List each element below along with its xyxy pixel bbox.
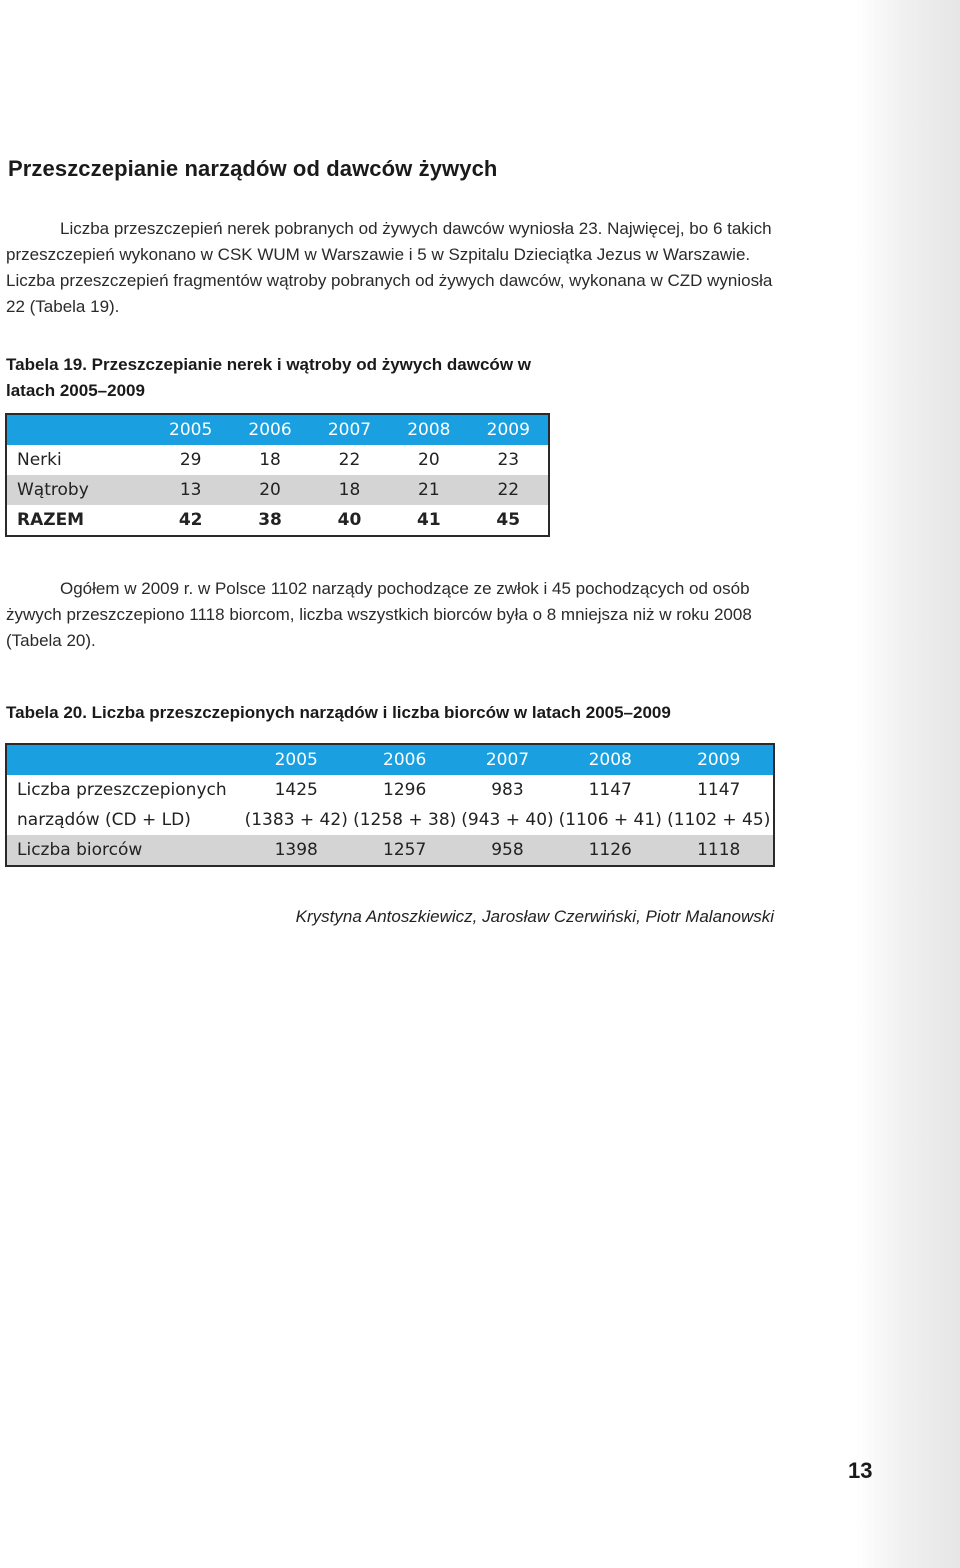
table-cell: 1147 bbox=[697, 780, 741, 800]
header-empty bbox=[6, 414, 151, 445]
table-cell: 1398 bbox=[274, 840, 318, 860]
table-cell: (1383 + 42) bbox=[244, 810, 348, 830]
table-cell: 18 bbox=[259, 450, 281, 470]
year-header: 2006 bbox=[248, 420, 292, 440]
table-cell: 29 bbox=[179, 450, 202, 470]
table19-caption: Tabela 19. Przeszczepianie nerek i wątroby od żywych dawców w latach 2005–2009 bbox=[6, 355, 531, 400]
table-header-row bbox=[6, 414, 549, 445]
page-number: 13 bbox=[848, 1458, 873, 1483]
table-row bbox=[6, 475, 549, 505]
year-header: 2007 bbox=[485, 750, 530, 770]
table-cell: 42 bbox=[178, 510, 203, 530]
authors: Krystyna Antoszkiewicz, Jarosław Czerwiński, Piotr Malanowski bbox=[295, 907, 774, 926]
table-cell: 1126 bbox=[588, 840, 632, 860]
year-header: 2009 bbox=[486, 420, 530, 440]
table-cell: 1147 bbox=[588, 780, 632, 800]
table-header-row bbox=[6, 744, 774, 775]
year-header: 2008 bbox=[407, 420, 451, 440]
row-label: Nerki bbox=[17, 450, 62, 470]
table-cell: 22 bbox=[497, 480, 520, 500]
year-header: 2009 bbox=[697, 750, 741, 770]
row-label: RAZEM bbox=[17, 510, 85, 530]
table-cell: 1296 bbox=[383, 780, 427, 800]
row-label: Liczba biorców bbox=[17, 840, 143, 860]
year-header: 2006 bbox=[383, 750, 427, 770]
table-cell: 20 bbox=[259, 480, 281, 500]
table19 bbox=[5, 413, 550, 537]
table-cell: (1106 + 41) bbox=[558, 810, 662, 830]
table-cell: 38 bbox=[258, 510, 282, 530]
table-cell: 13 bbox=[179, 480, 202, 500]
year-header: 2005 bbox=[169, 420, 213, 440]
paragraph-text: Liczba przeszczepień nerek pobranych od żywych dawców wyniosła 23. Najwięcej, bo 6 takich przeszczepień wykonano w CSK WUM w Warszawie i 5 w Szpitalu Dzieciątka Jezus w Warszawie. Liczba przeszczepień fragmentów wątroby pobranych od żywych dawców, wykonana w CZD wyniosła 22 (Tabela 19). bbox=[6, 219, 773, 316]
table-cell: (943 + 40) bbox=[461, 810, 554, 830]
year-header: 2007 bbox=[327, 420, 372, 440]
table-cell: 20 bbox=[418, 450, 440, 470]
table-cell: (1258 + 38) bbox=[353, 810, 457, 830]
table-cell: 983 bbox=[491, 780, 524, 800]
table20 bbox=[5, 743, 775, 867]
table20-caption: Tabela 20. Liczba przeszczepionych narządów i liczba biorców w latach 2005–2009 bbox=[6, 703, 671, 722]
table-cell: 18 bbox=[338, 480, 361, 500]
table-cell: 40 bbox=[337, 510, 362, 530]
table-cell: 21 bbox=[418, 480, 440, 500]
table-cell: 41 bbox=[417, 510, 441, 530]
year-header: 2008 bbox=[588, 750, 632, 770]
table-cell: 45 bbox=[496, 510, 521, 530]
table-row-total bbox=[6, 505, 549, 536]
paragraph-living-donors bbox=[6, 216, 776, 320]
table-cell: 1425 bbox=[274, 780, 318, 800]
table-row bbox=[6, 835, 774, 866]
paragraph-summary bbox=[6, 576, 781, 654]
table-row bbox=[6, 445, 549, 475]
table-cell: 958 bbox=[491, 840, 524, 860]
table-cell: 23 bbox=[497, 450, 520, 470]
page-edge-shade bbox=[856, 0, 960, 1568]
table-cell: 1257 bbox=[383, 840, 427, 860]
table-row bbox=[6, 805, 774, 835]
table-cell: (1102 + 45) bbox=[667, 810, 771, 830]
row-label: Liczba przeszczepionych bbox=[17, 780, 227, 800]
section-title: Przeszczepianie narządów od dawców żywych bbox=[8, 156, 498, 181]
header-empty bbox=[6, 744, 242, 775]
row-label: narządów (CD + LD) bbox=[17, 810, 191, 830]
paragraph-text: Ogółem w 2009 r. w Polsce 1102 narządy pochodzące ze zwłok i 45 pochodzących od osób żywych przeszczepiono 1118 biorcom, liczba wszystkich biorców była o 8 mniejsza niż w roku 2008 (Tabela 20). bbox=[6, 579, 752, 650]
table-cell: 1118 bbox=[697, 840, 741, 860]
row-label: Wątroby bbox=[17, 480, 89, 500]
year-header: 2005 bbox=[274, 750, 318, 770]
table-row bbox=[6, 775, 774, 805]
table-cell: 22 bbox=[338, 450, 361, 470]
